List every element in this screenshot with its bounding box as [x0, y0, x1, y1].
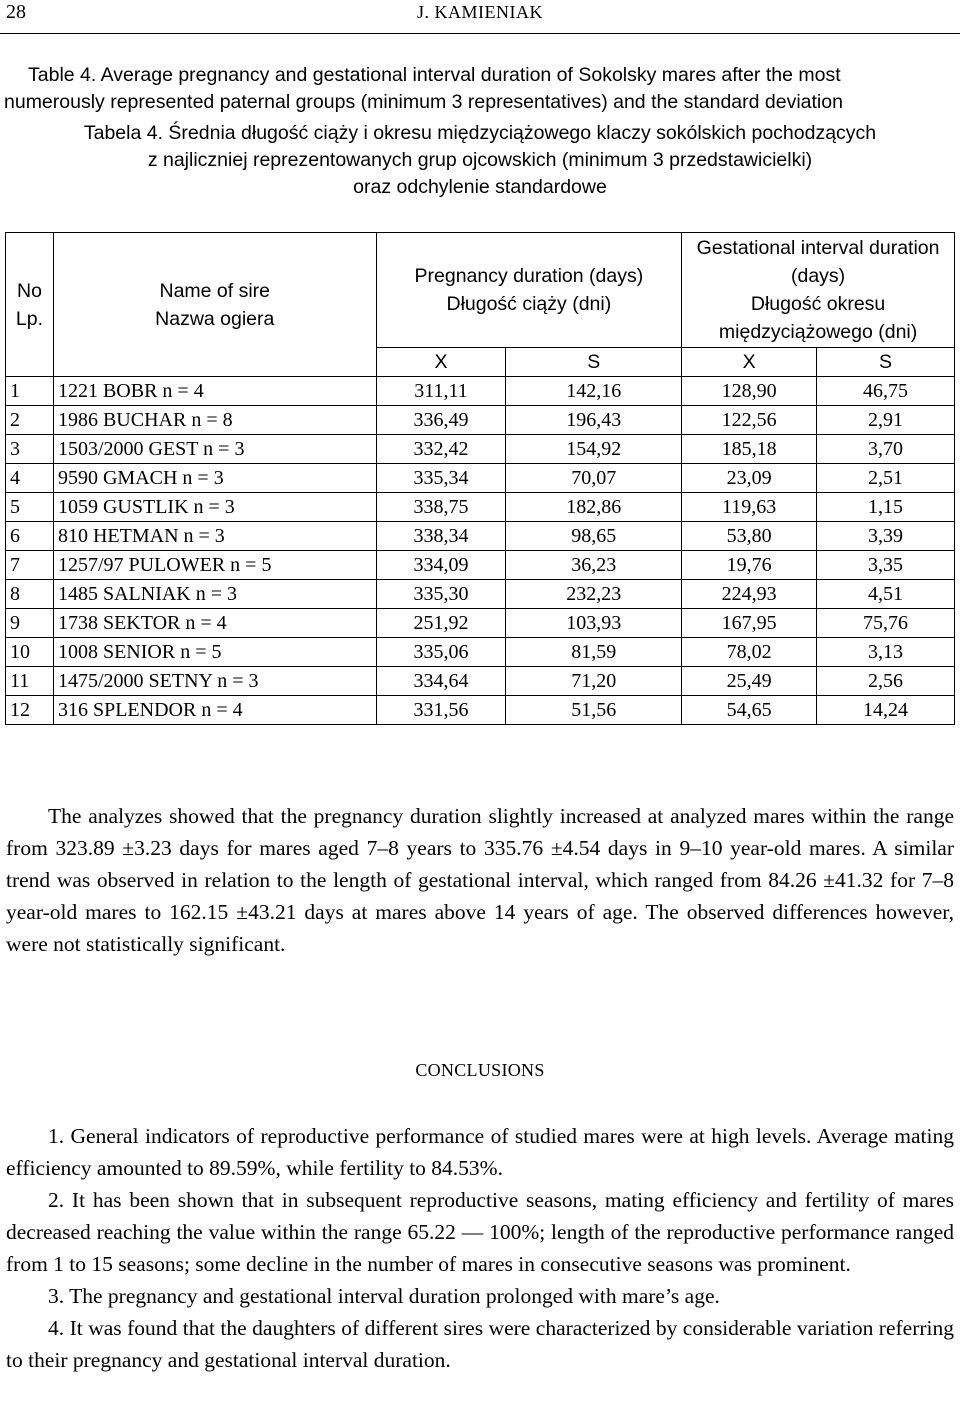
caption-pl-line-3: oraz odchylenie standardowe [353, 176, 607, 198]
table-row [6, 609, 955, 638]
pregnancy-sd-cell: 81,59 [506, 638, 682, 667]
gestational-mean-cell: 19,76 [682, 551, 817, 580]
sire-name-cell: 1475/2000 SETNY n = 3 [53, 667, 376, 696]
sire-name-cell: 1008 SENIOR n = 5 [53, 638, 376, 667]
sire-name-cell: 9590 GMACH n = 3 [53, 464, 376, 493]
gestational-mean-cell: 25,49 [682, 667, 817, 696]
sire-name-cell: 1221 BOBR n = 4 [53, 377, 376, 406]
header-rule [0, 33, 960, 34]
table-caption-polish [0, 120, 960, 201]
table-body [6, 377, 955, 725]
pregnancy-mean-cell: 335,30 [376, 580, 506, 609]
analysis-paragraph: The analyzes showed that the pregnancy duration slightly increased at analyzed mares within the range from 323.89 ±3.23 days for mares aged 7–8 years to 335.76 ±4.54 days in 9–10 year-old mares. A similar trend was observed in relation to the length of gestational interval, which ranged from 84.26 ±41.32 for 7–8 year-old mares to 162.15 ±43.21 days at mares above 14 years of age. The observed differences however, were not statistically significant. [6, 804, 954, 956]
pregnancy-sd-cell: 98,65 [506, 522, 682, 551]
gestational-sd-cell: 3,39 [817, 522, 955, 551]
table-row [6, 377, 955, 406]
pregnancy-sd-cell: 71,20 [506, 667, 682, 696]
gestational-sd-cell: 3,70 [817, 435, 955, 464]
pregnancy-mean-cell: 332,42 [376, 435, 506, 464]
sire-name-cell: 316 SPLENDOR n = 4 [53, 696, 376, 725]
caption-pl-line-2: z najliczniej reprezentowanych grup ojcowskich (minimum 3 przedstawicielki) [147, 149, 813, 171]
gestational-sd-cell: 4,51 [817, 580, 955, 609]
pregnancy-mean-cell: 311,11 [376, 377, 506, 406]
pregnancy-mean-cell: 338,75 [376, 493, 506, 522]
table-header-row [6, 233, 955, 348]
gestational-sd-cell: 3,35 [817, 551, 955, 580]
pregnancy-sd-cell: 103,93 [506, 609, 682, 638]
page-header [0, 0, 960, 30]
pregnancy-sd-cell: 51,56 [506, 696, 682, 725]
conclusion-item: 4. It was found that the daughters of different sires were characterized by considerable variation referring to their pregnancy and gestational interval duration. [6, 1316, 954, 1372]
conclusion-item: 3. The pregnancy and gestational interval duration prolonged with mare’s age. [48, 1284, 720, 1308]
pregnancy-mean-cell: 338,34 [376, 522, 506, 551]
row-number-cell: 3 [6, 435, 54, 464]
pregnancy-mean-cell: 335,06 [376, 638, 506, 667]
row-number-cell: 11 [6, 667, 54, 696]
table-row [6, 522, 955, 551]
gestational-sd-cell: 46,75 [817, 377, 955, 406]
gestational-mean-cell: 167,95 [682, 609, 817, 638]
sire-name-cell: 1059 GUSTLIK n = 3 [53, 493, 376, 522]
table-caption-english [0, 62, 960, 116]
col-header-no: No Lp. [6, 233, 54, 377]
row-number-cell: 1 [6, 377, 54, 406]
caption-en-line-2: numerously represented paternal groups (minimum 3 representatives) and the standard deviation [4, 91, 843, 113]
gestational-sd-cell: 2,91 [817, 406, 955, 435]
pregnancy-sd-cell: 196,43 [506, 406, 682, 435]
table-row [6, 493, 955, 522]
gestational-mean-cell: 128,90 [682, 377, 817, 406]
caption-en-line-1: Table 4. Average pregnancy and gestational interval duration of Sokolsky mares after the most [28, 64, 841, 86]
subheader-preg-sd: S [506, 348, 682, 377]
row-number-cell: 9 [6, 609, 54, 638]
pregnancy-sd-cell: 70,07 [506, 464, 682, 493]
pregnancy-mean-cell: 331,56 [376, 696, 506, 725]
gestational-mean-cell: 122,56 [682, 406, 817, 435]
pregnancy-sd-cell: 182,86 [506, 493, 682, 522]
pregnancy-mean-cell: 334,09 [376, 551, 506, 580]
col-header-gestational: Gestational interval duration (days) Długość okresu międzyciążowego (dni) [682, 233, 955, 348]
gestational-mean-cell: 224,93 [682, 580, 817, 609]
row-number-cell: 5 [6, 493, 54, 522]
gestational-sd-cell: 75,76 [817, 609, 955, 638]
table-row [6, 667, 955, 696]
row-number-cell: 6 [6, 522, 54, 551]
caption-pl-line-1: Tabela 4. Średnia długość ciąży i okresu międzyciążowego klaczy sokólskich pochodzących [83, 122, 877, 144]
sire-name-cell: 1503/2000 GEST n = 3 [53, 435, 376, 464]
data-table [5, 232, 955, 725]
gestational-mean-cell: 78,02 [682, 638, 817, 667]
gestational-mean-cell: 119,63 [682, 493, 817, 522]
pregnancy-mean-cell: 336,49 [376, 406, 506, 435]
gestational-mean-cell: 23,09 [682, 464, 817, 493]
row-number-cell: 8 [6, 580, 54, 609]
gestational-sd-cell: 2,56 [817, 667, 955, 696]
gestational-mean-cell: 185,18 [682, 435, 817, 464]
pregnancy-sd-cell: 36,23 [506, 551, 682, 580]
sire-name-cell: 1986 BUCHAR n = 8 [53, 406, 376, 435]
pregnancy-mean-cell: 251,92 [376, 609, 506, 638]
gestational-sd-cell: 1,15 [817, 493, 955, 522]
row-number-cell: 2 [6, 406, 54, 435]
table-row [6, 406, 955, 435]
gestational-sd-cell: 2,51 [817, 464, 955, 493]
gestational-mean-cell: 54,65 [682, 696, 817, 725]
table-row [6, 435, 955, 464]
sire-name-cell: 1738 SEKTOR n = 4 [53, 609, 376, 638]
sire-name-cell: 1257/97 PULOWER n = 5 [53, 551, 376, 580]
row-number-cell: 12 [6, 696, 54, 725]
pregnancy-sd-cell: 232,23 [506, 580, 682, 609]
analysis-paragraph-block [6, 800, 954, 960]
row-number-cell: 4 [6, 464, 54, 493]
row-number-cell: 10 [6, 638, 54, 667]
conclusions-heading: CONCLUSIONS [415, 1060, 545, 1080]
gestational-sd-cell: 3,13 [817, 638, 955, 667]
subheader-gest-mean: X [682, 348, 817, 377]
running-head: J. KAMIENIAK [417, 2, 543, 22]
col-header-sire: Name of sire Nazwa ogiera [53, 233, 376, 377]
sire-name-cell: 810 HETMAN n = 3 [53, 522, 376, 551]
table-row [6, 580, 955, 609]
gestational-mean-cell: 53,80 [682, 522, 817, 551]
table-row [6, 551, 955, 580]
row-number-cell: 7 [6, 551, 54, 580]
conclusion-item: 1. General indicators of reproductive performance of studied mares were at high levels. Average mating efficiency amounted to 89.59%, while fertility to 84.53%. [6, 1124, 954, 1180]
subheader-gest-sd: S [817, 348, 955, 377]
sire-name-cell: 1485 SALNIAK n = 3 [53, 580, 376, 609]
pregnancy-mean-cell: 335,34 [376, 464, 506, 493]
pregnancy-sd-cell: 142,16 [506, 377, 682, 406]
col-header-pregnancy: Pregnancy duration (days) Długość ciąży (dni) [376, 233, 682, 348]
subheader-preg-mean: X [376, 348, 506, 377]
table-row [6, 464, 955, 493]
table-row [6, 696, 955, 725]
pregnancy-mean-cell: 334,64 [376, 667, 506, 696]
conclusion-item: 2. It has been shown that in subsequent reproductive seasons, mating efficiency and fertility of mares decreased reaching the value within the range 65.22 — 100%; length of the reproductive performance ranged from 1 to 15 seasons; some decline in the number of mares in consecutive seasons was prominent. [6, 1188, 954, 1276]
conclusions-list [6, 1120, 954, 1376]
pregnancy-sd-cell: 154,92 [506, 435, 682, 464]
page-number: 28 [6, 1, 26, 23]
gestational-sd-cell: 14,24 [817, 696, 955, 725]
table-row [6, 638, 955, 667]
